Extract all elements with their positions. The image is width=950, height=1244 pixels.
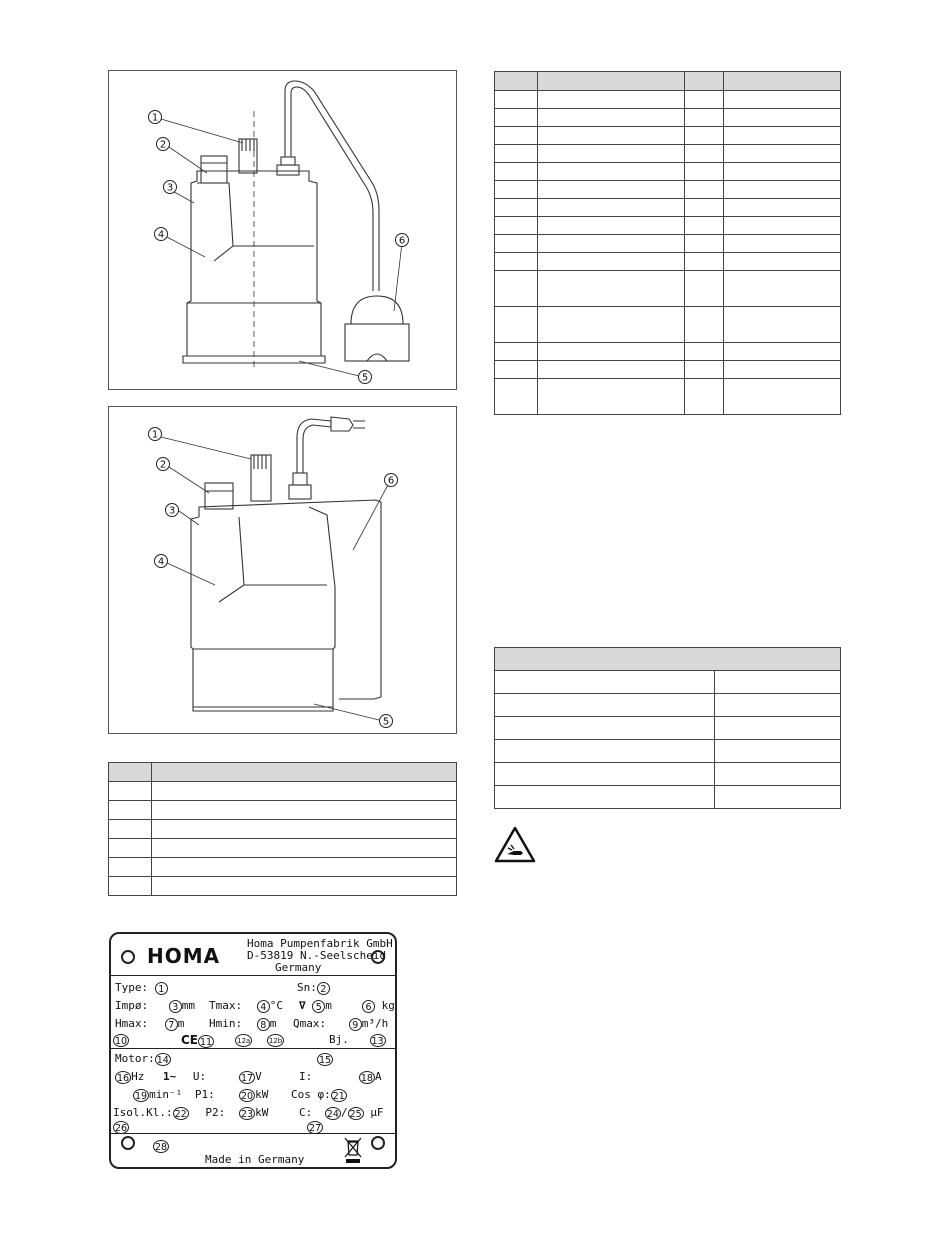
tmax-label: Tmax:	[209, 999, 243, 1012]
callout-12a: 12a	[235, 1034, 252, 1047]
uf-unit: µF	[370, 1106, 384, 1119]
callout-23: 23	[241, 1108, 254, 1120]
callout-label-4: 4	[157, 556, 165, 568]
callout-19: 19	[135, 1090, 148, 1102]
brand-logo: HOMA	[147, 944, 221, 968]
callout-14: 14	[156, 1054, 169, 1066]
callout-label-6: 6	[398, 235, 406, 247]
capacitor-field	[299, 1106, 384, 1120]
plate-row-28	[153, 1139, 169, 1153]
table-row	[109, 782, 457, 801]
a-unit: A	[374, 1070, 382, 1083]
kw-unit: kW	[255, 1088, 269, 1101]
table-row	[109, 801, 457, 820]
company-country: Germany	[275, 961, 322, 974]
callout-label-1: 1	[151, 429, 159, 441]
table-header-cell	[685, 72, 724, 91]
mounting-hole-icon	[121, 1136, 135, 1150]
table-row	[109, 820, 457, 839]
table-row	[495, 109, 841, 127]
table-header-cell	[724, 72, 841, 91]
callout-26: 26	[115, 1122, 128, 1134]
table-header-cell	[495, 648, 841, 671]
p1-label: P1:	[194, 1088, 215, 1101]
plate-row-27	[307, 1120, 323, 1134]
kg-unit: kg	[381, 999, 395, 1012]
table-row	[495, 694, 841, 717]
callout-16: 16	[117, 1072, 130, 1084]
plate-row-26	[113, 1120, 129, 1134]
table-row	[495, 379, 841, 415]
callout-27: 27	[309, 1122, 322, 1134]
callout-label-4: 4	[157, 229, 165, 241]
voltage-field	[239, 1070, 262, 1084]
callout-21: 21	[332, 1090, 345, 1102]
m-unit: m	[269, 1017, 277, 1030]
callout-8: 8	[257, 1018, 270, 1031]
ce-field	[181, 1033, 214, 1048]
plate-divider	[111, 1133, 395, 1134]
callout-label-3: 3	[166, 182, 174, 194]
callout-22: 22	[174, 1108, 187, 1120]
table-row	[495, 163, 841, 181]
plate-divider	[111, 975, 395, 976]
table-row	[495, 217, 841, 235]
mm-unit: mm	[181, 999, 195, 1012]
table-row	[495, 253, 841, 271]
callout-11: 11	[200, 1036, 213, 1048]
type-label: Type:	[115, 981, 149, 994]
company-address: D-53819 N.-Seelscheid	[247, 949, 387, 962]
isol-label: Isol.Kl.:	[113, 1106, 173, 1119]
callout-5: 5	[312, 1000, 325, 1013]
specs-table	[494, 71, 841, 415]
sn-label: Sn:	[297, 981, 317, 994]
year-field	[329, 1033, 386, 1047]
rpm-unit: min⁻¹	[149, 1088, 183, 1101]
callout-15: 15	[319, 1054, 332, 1066]
switch-levels-field	[235, 1033, 284, 1047]
callout-9: 9	[349, 1018, 362, 1031]
callout-label-5: 5	[361, 372, 369, 384]
hand-crush-warning-icon	[494, 826, 536, 864]
speed-field	[133, 1088, 215, 1102]
kw-unit: kW	[255, 1106, 269, 1119]
table-row	[495, 235, 841, 253]
callout-label-5: 5	[382, 716, 390, 728]
hz-unit: Hz	[131, 1070, 145, 1083]
cosphi-field	[291, 1088, 347, 1102]
m-unit: m	[325, 999, 332, 1012]
motor-field	[115, 1052, 171, 1066]
table-row	[495, 127, 841, 145]
made-in-germany: Made in Germany	[205, 1153, 305, 1166]
p1-value-field	[239, 1088, 268, 1102]
plate-divider	[111, 1048, 395, 1049]
callout-17: 17	[241, 1072, 254, 1084]
figure-pump-float-switch	[108, 70, 457, 390]
v-unit: V	[255, 1070, 262, 1083]
insulation-field	[113, 1106, 225, 1120]
phase-label: 1~	[162, 1070, 177, 1083]
m-unit: m	[177, 1017, 185, 1030]
callout-3: 3	[169, 1000, 182, 1013]
callout-24: 24	[326, 1108, 339, 1120]
company-name: Homa Pumpenfabrik GmbH	[247, 937, 393, 950]
callout-12b: 12b	[267, 1034, 284, 1047]
table-row	[495, 271, 841, 307]
serial-field	[297, 981, 330, 995]
current-field	[299, 1070, 382, 1084]
weight-field	[362, 999, 395, 1013]
plate-row-ce	[113, 1033, 129, 1047]
table-header-cell	[152, 763, 457, 782]
pump-drawing-bottom	[109, 407, 456, 733]
callout-6: 6	[362, 1000, 375, 1013]
callout-label-1: 1	[151, 112, 159, 124]
table-row	[495, 307, 841, 343]
table-row	[495, 763, 841, 786]
crossed-bin-icon	[343, 1136, 363, 1164]
table-header-cell	[109, 763, 152, 782]
callout-25: 25	[349, 1108, 362, 1120]
flow-unit: m³/h	[361, 1017, 389, 1030]
table-row	[495, 199, 841, 217]
u-label: U:	[192, 1070, 207, 1083]
impeller-field	[115, 999, 195, 1013]
ce-mark-icon: CE	[181, 1033, 199, 1047]
callout-28: 28	[155, 1141, 168, 1153]
pump-drawing-top	[109, 71, 456, 389]
table-row	[495, 740, 841, 763]
hmin-label: Hmin:	[209, 1017, 243, 1030]
hmax-field	[115, 1017, 184, 1031]
table-row	[495, 145, 841, 163]
mounting-hole-icon	[371, 1136, 385, 1150]
table-row	[495, 181, 841, 199]
callout-18: 18	[360, 1072, 373, 1084]
table-row	[109, 839, 457, 858]
callout-label-6: 6	[387, 475, 395, 487]
motor-label: Motor:	[115, 1052, 155, 1065]
callout-13: 13	[371, 1035, 384, 1047]
table-row	[109, 877, 457, 896]
depth-symbol-icon: ∇	[299, 999, 306, 1012]
c-label: C:	[299, 1106, 313, 1119]
p2-value-field	[239, 1106, 268, 1120]
tmax-field	[209, 999, 283, 1013]
hmin-field	[209, 1017, 276, 1031]
table-row	[495, 91, 841, 109]
hmax-label: Hmax:	[115, 1017, 149, 1030]
pump-nameplate	[109, 932, 397, 1169]
table-header-cell	[538, 72, 685, 91]
callout-2: 2	[317, 982, 330, 995]
callout-label-2: 2	[159, 139, 167, 151]
p2-label: P2:	[205, 1106, 226, 1119]
callout-4: 4	[257, 1000, 270, 1013]
bj-label: Bj.	[329, 1033, 349, 1046]
callout-10: 10	[115, 1035, 128, 1047]
i-label: I:	[299, 1070, 313, 1083]
callout-20: 20	[241, 1090, 254, 1102]
motor-extra-field	[317, 1052, 333, 1066]
callout-1: 1	[155, 982, 168, 995]
callout-label-3: 3	[168, 505, 176, 517]
table-row	[109, 858, 457, 877]
settings-table	[494, 647, 841, 809]
type-field	[115, 981, 168, 995]
table-header-cell	[495, 72, 538, 91]
mounting-hole-icon	[121, 950, 135, 964]
imp-label: Impø:	[115, 999, 149, 1012]
table-row	[495, 361, 841, 379]
figure-pump-integrated-switch	[108, 406, 457, 734]
table-row	[495, 786, 841, 809]
table-row	[495, 343, 841, 361]
parts-legend-table	[108, 762, 457, 896]
callout-label-2: 2	[159, 459, 167, 471]
slash: /	[340, 1106, 348, 1119]
qmax-field	[293, 1017, 388, 1031]
callout-7: 7	[165, 1018, 178, 1031]
degc-unit: °C	[269, 999, 283, 1012]
cos-label: Cos φ:	[291, 1088, 331, 1101]
qmax-label: Qmax:	[293, 1017, 327, 1030]
frequency-field	[115, 1070, 206, 1084]
table-row	[495, 671, 841, 694]
depth-field	[299, 999, 332, 1013]
table-row	[495, 717, 841, 740]
